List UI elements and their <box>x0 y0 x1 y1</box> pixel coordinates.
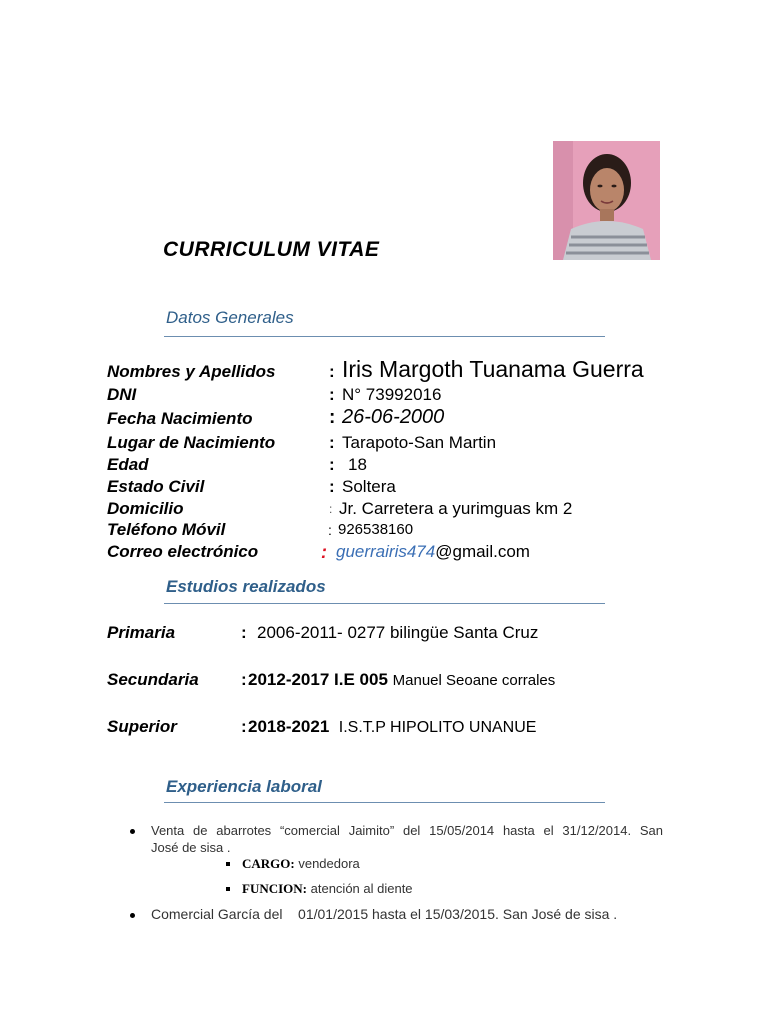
field-label-lugar-nacimiento: Lugar de Nacimiento <box>107 433 276 452</box>
field-label-edad: Edad <box>107 455 149 474</box>
job-1-line-2: José de sisa . <box>151 840 231 855</box>
edu-sep: : <box>241 623 247 642</box>
field-sep: : <box>328 522 332 538</box>
square-bullet-icon <box>226 887 230 891</box>
field-value-nombres: Iris Margoth Tuanama Guerra <box>342 356 644 382</box>
edu-label-primaria: Primaria <box>107 623 176 642</box>
edu-secundaria-detail: Manuel Seoane corrales <box>392 672 556 689</box>
section-divider <box>164 603 605 604</box>
person-portrait-icon <box>553 141 660 260</box>
section-divider <box>164 802 605 803</box>
field-sep: : <box>329 385 335 404</box>
field-sep: : <box>329 477 335 496</box>
field-sep: : <box>329 502 333 516</box>
job-1-cargo <box>242 856 360 872</box>
field-sep: : <box>321 542 327 562</box>
job-1-cargo-key: CARGO: <box>242 856 295 871</box>
job-1-funcion <box>242 881 413 897</box>
field-value-fecha-nacimiento: 26-06-2000 <box>342 406 445 428</box>
edu-label-superior: Superior <box>107 717 177 736</box>
edu-sep: : <box>241 717 247 736</box>
edu-primaria-detail: 0277 bilingüe Santa Cruz <box>347 623 539 642</box>
job-1-cargo-value: vendedora <box>298 856 360 871</box>
edu-primaria-value <box>257 623 538 643</box>
job-1-line-1: Venta de abarrotes “comercial Jaimito” del 15/05/2014 hasta el 31/12/2014. San <box>151 823 663 838</box>
field-label-domicilio: Domicilio <box>107 499 184 518</box>
field-value-lugar-nacimiento: Tarapoto-San Martin <box>342 433 497 452</box>
section-divider <box>164 336 605 337</box>
bullet-icon <box>130 913 135 918</box>
email-domain: @gmail.com <box>435 542 530 561</box>
document-title: CURRICULUM VITAE <box>163 238 380 261</box>
field-value-domicilio: Jr. Carretera a yurimguas km 2 <box>339 499 573 518</box>
profile-photo <box>553 141 660 260</box>
field-sep: : <box>329 362 335 381</box>
field-sep: : <box>329 455 335 474</box>
field-value-edad: 18 <box>348 455 367 474</box>
job-2-line-1: Comercial García del 01/01/2015 hasta el 15/03/2015. San José de sisa . <box>151 906 618 922</box>
edu-secundaria-value <box>248 670 555 690</box>
edu-superior-value <box>248 717 536 737</box>
field-label-correo: Correo electrónico <box>107 542 259 561</box>
square-bullet-icon <box>226 862 230 866</box>
field-label-estado-civil: Estado Civil <box>107 477 205 496</box>
field-value-telefono: 926538160 <box>338 521 414 538</box>
edu-sep: : <box>241 670 247 689</box>
section-heading-datos-generales: Datos Generales <box>166 308 294 327</box>
field-label-nombres: Nombres y Apellidos <box>107 362 276 381</box>
email-value[interactable] <box>336 542 530 562</box>
edu-primaria-years: 2006-2011- <box>257 623 343 642</box>
email-user[interactable]: guerrairis474 <box>336 542 436 561</box>
field-sep: : <box>329 407 336 428</box>
edu-superior-years: 2018-2021 <box>248 717 330 736</box>
field-sep: : <box>329 433 335 452</box>
edu-secundaria-years: 2012-2017 I.E 005 <box>248 670 388 689</box>
field-label-telefono: Teléfono Móvil <box>107 520 226 539</box>
section-heading-experiencia: Experiencia laboral <box>166 777 322 796</box>
edu-label-secundaria: Secundaria <box>107 670 199 689</box>
bullet-icon <box>130 829 135 834</box>
field-label-fecha-nacimiento: Fecha Nacimiento <box>107 409 253 428</box>
field-value-dni: N° 73992016 <box>342 385 442 404</box>
job-1-funcion-value: atención al diente <box>310 881 413 896</box>
field-value-estado-civil: Soltera <box>342 477 396 496</box>
field-label-dni: DNI <box>107 385 137 404</box>
edu-superior-detail: I.S.T.P HIPOLITO UNANUE <box>338 719 537 736</box>
section-heading-estudios: Estudios realizados <box>166 577 326 596</box>
job-1-funcion-key: FUNCION: <box>242 881 307 896</box>
